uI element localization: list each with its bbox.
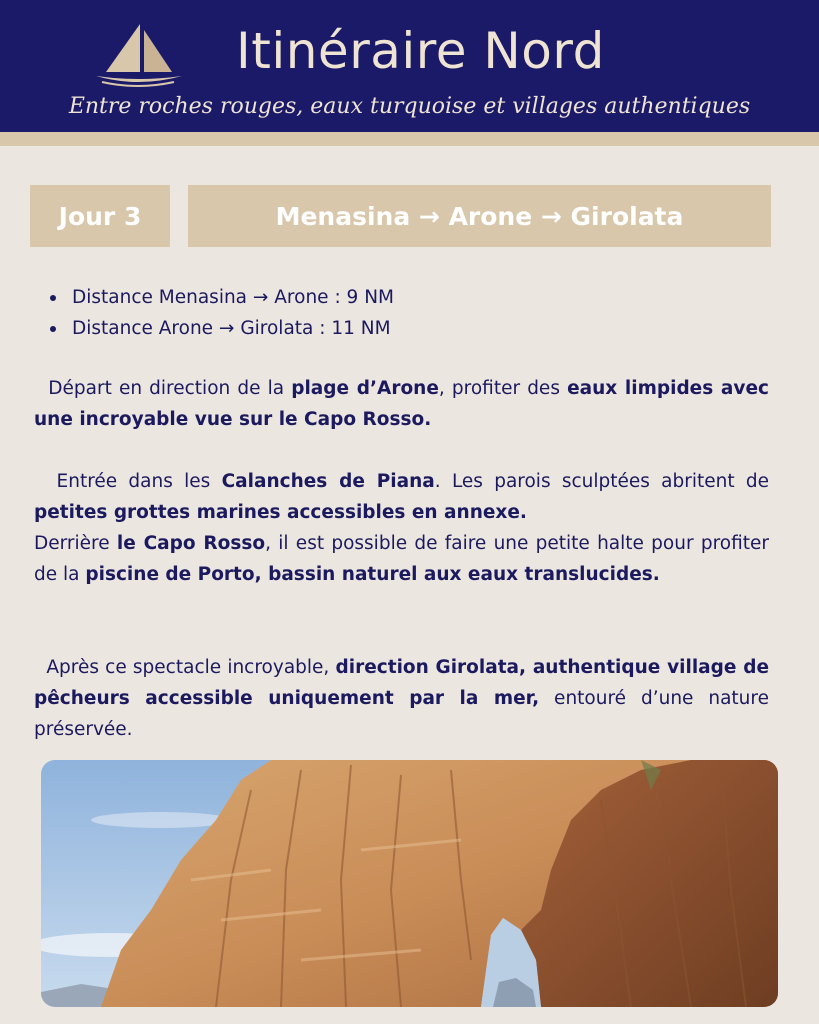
sailboat-logo-icon bbox=[92, 20, 184, 90]
day-label: Jour 3 bbox=[30, 185, 170, 247]
distance-list bbox=[34, 282, 394, 344]
rock-arch-illustration bbox=[41, 760, 778, 1007]
text: Entrée dans les bbox=[56, 471, 222, 492]
paragraph-girolata bbox=[34, 652, 769, 745]
text: Départ en direction de la bbox=[48, 378, 292, 399]
highlight: plage d’Arone bbox=[291, 378, 439, 399]
paragraph-departure bbox=[34, 373, 769, 435]
highlight: direction Girolata, authentique village de pêcheurs accessible uniquement par la mer, bbox=[34, 657, 769, 709]
highlight: Calanches de Piana bbox=[221, 471, 435, 492]
header-banner bbox=[0, 0, 819, 132]
highlight: eaux limpides avec une incroyable vue sur le Capo Rosso. bbox=[34, 378, 769, 430]
text: Derrière bbox=[34, 533, 117, 554]
highlight: piscine de Porto, bassin naturel aux eaux translucides. bbox=[85, 564, 660, 585]
text: entouré d’une nature préservée. bbox=[34, 688, 769, 740]
text: , profiter des bbox=[438, 378, 568, 399]
paragraph-calanches bbox=[34, 466, 769, 590]
page-subtitle: Entre roches rouges, eaux turquoise et villages authentiques bbox=[68, 94, 751, 119]
distance-item: Distance Arone → Girolata : 11 NM bbox=[34, 313, 394, 344]
route-title: Menasina → Arone → Girolata bbox=[188, 185, 771, 247]
text: Après ce spectacle incroyable, bbox=[46, 657, 336, 678]
highlight: petites grottes marines accessibles en annexe. bbox=[34, 502, 527, 523]
distance-item: Distance Menasina → Arone : 9 NM bbox=[34, 282, 394, 313]
text: , il est possible de faire une petite halte pour profiter de la bbox=[34, 533, 769, 585]
text: . Les parois sculptées abritent de bbox=[434, 471, 769, 492]
highlight: le Capo Rosso bbox=[116, 533, 266, 554]
rock-arch-photo bbox=[41, 760, 778, 1007]
page-title: Itinéraire Nord bbox=[236, 22, 605, 80]
header-divider bbox=[0, 132, 819, 146]
